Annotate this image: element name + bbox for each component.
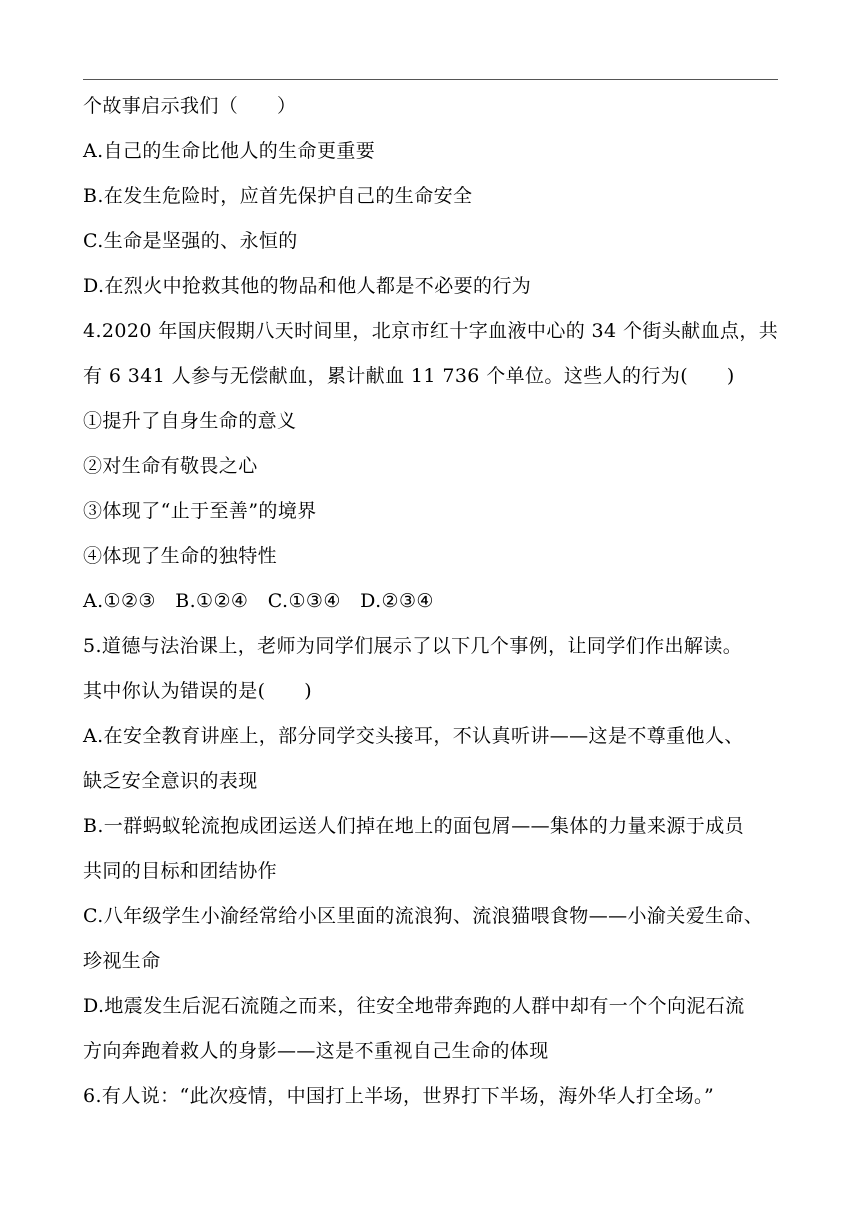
option-a: 缺乏安全意识的表现	[83, 770, 258, 792]
question-4-stem: 有 6 341 人参与无偿献血，累计献血 11 736 个单位。这些人的行为( )	[83, 365, 735, 387]
statement-3: ③体现了“止于至善”的境界	[83, 500, 317, 522]
option-c: 珍视生命	[83, 950, 161, 972]
text-line: 个故事启示我们（ ）	[83, 95, 297, 117]
question-6-stem: 6.有人说：“此次疫情，中国打上半场，世界打下半场，海外华人打全场。”	[83, 1085, 715, 1107]
question-4-stem: 4.2020 年国庆假期八天时间里，北京市红十字血液中心的 34 个街头献血点，共	[83, 320, 779, 342]
statement-1: ①提升了自身生命的意义	[83, 410, 297, 432]
question-text	[83, 84, 783, 1119]
option-c: C.八年级学生小渝经常给小区里面的流浪狗、流浪猫喂食物——小渝关爱生命、	[83, 905, 764, 927]
option-a: A.自己的生命比他人的生命更重要	[83, 140, 376, 162]
option-c: C.生命是坚强的、永恒的	[83, 230, 298, 252]
option-d: 方向奔跑着救人的身影——这是不重视自己生命的体现	[83, 1040, 549, 1062]
option-b: 共同的目标和团结协作	[83, 860, 278, 882]
option-b: B.在发生危险时，应首先保护自己的生命安全	[83, 185, 473, 207]
option-a: A.在安全教育讲座上，部分同学交头接耳，不认真听讲——这是不尊重他人、	[83, 725, 744, 747]
option-d: D.在烈火中抢救其他的物品和他人都是不必要的行为	[83, 275, 532, 297]
question-5-stem: 其中你认为错误的是( )	[83, 680, 313, 702]
question-5-stem: 5.道德与法治课上，老师为同学们展示了以下几个事例，让同学们作出解读。	[83, 635, 743, 657]
header-rule	[83, 79, 778, 80]
option-b: B.一群蚂蚁轮流抱成团运送人们掉在地上的面包屑——集体的力量来源于成员	[83, 815, 745, 837]
statement-4: ④体现了生命的独特性	[83, 545, 278, 567]
answer-options: A.①②③ B.①②④ C.①③④ D.②③④	[83, 590, 434, 612]
statement-2: ②对生命有敬畏之心	[83, 455, 258, 477]
option-d: D.地震发生后泥石流随之而来，往安全地带奔跑的人群中却有一个个向泥石流	[83, 995, 745, 1017]
